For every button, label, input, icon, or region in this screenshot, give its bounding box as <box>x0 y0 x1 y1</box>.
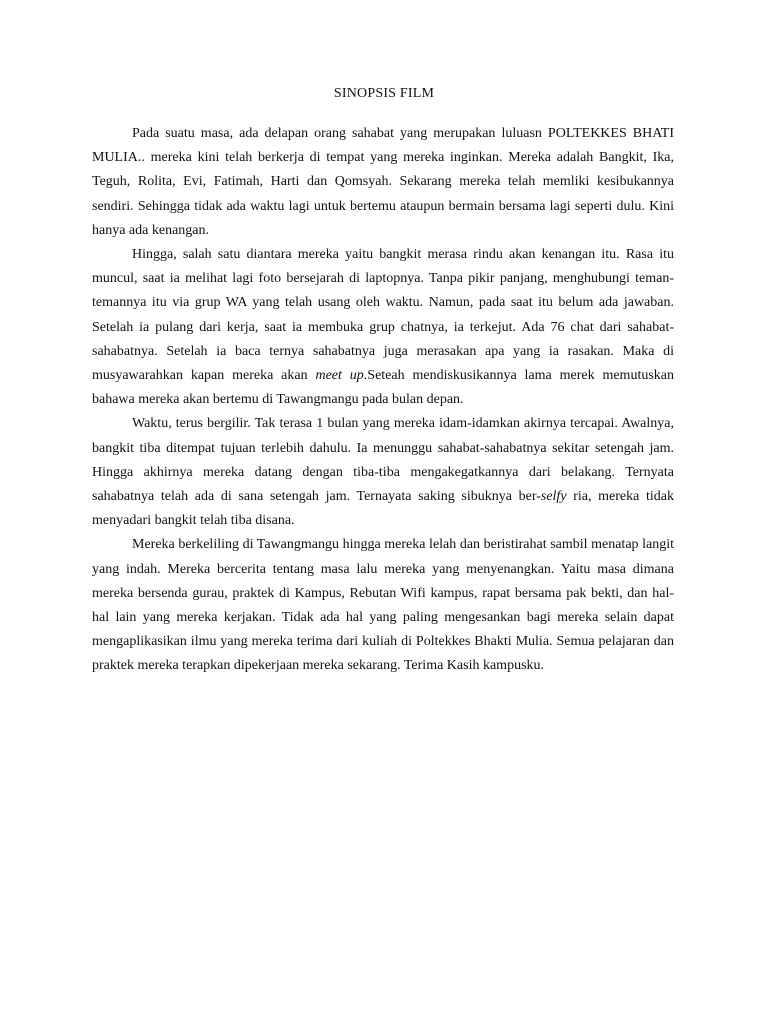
document-title: SINOPSIS FILM <box>333 86 435 101</box>
paragraph-3-italic-term: selfy <box>540 489 567 505</box>
paragraph-2-text-before: Hingga, salah satu diantara mereka yaitu bangkit merasa rindu akan kenangan itu. Rasa itu muncul, saat ia melihat lagi foto bersejarah di laptopnya. Tanpa pikir panjang, menghubungi teman-temannya itu via grup WA yang telah usang oleh waktu. Namun, pada saat itu belum ada jawaban. Setelah ia pulang dari kerja, saat ia membuka grup chatnya, ia terkejut. Ada 76 chat dari sahabat-sahabatnya. Setelah ia baca ternya sahabatnya juga merasakan apa yang ia rasakan. Maka di musyawarahkan kapan mereka akan <box>92 247 674 384</box>
paragraph-2 <box>92 243 674 412</box>
paragraph-1: Pada suatu masa, ada delapan orang sahabat yang merupakan luluasn POLTEKKES BHATI MULIA.. mereka kini telah berkerja di tempat yang mereka inginkan. Mereka adalah Bangkit, Ika, Teguh, Rolita, Evi, Fatimah, Harti dan Qomsyah. Sekarang mereka telah memliki kesibukannya sendiri. Sehingga tidak ada waktu lagi untuk bertemu ataupun bermain bersama lagi seperti dulu. Kini hanya ada kenangan. <box>92 126 674 238</box>
paragraph-2-text-after: .Seteah mendiskusikannya lama merek memutuskan bahawa mereka akan bertemu di Tawangmangu pada bulan depan. <box>92 368 674 408</box>
paragraph-3 <box>92 412 674 533</box>
document-body <box>92 122 674 679</box>
paragraph-4: Mereka berkeliling di Tawangmangu hingga mereka lelah dan beristirahat sambil menatap langit yang indah. Mereka bercerita tentang masa lalu mereka yang menyenangkan. Yaitu masa dimana mereka bersenda gurau, praktek di Kampus, Rebutan Wifi kampus, rapat bersama pak bekti, dan hal-hal lain yang mereka kerjakan. Tidak ada hal yang paling mengesankan bagi mereka selain dapat mengaplikasikan ilmu yang mereka terima dari kuliah di Poltekkes Bhakti Mulia. Semua pelajaran dan praktek mereka terapkan dipekerjaan mereka sekarang. Terima Kasih kampusku. <box>92 537 674 674</box>
paragraph-3-text-after: ria, mereka tidak menyadari bangkit telah tiba disana. <box>92 489 674 529</box>
paragraph-3-text-before: Waktu, terus bergilir. Tak terasa 1 bulan yang mereka idam-idamkan akirnya tercapai. Awalnya, bangkit tiba ditempat tujuan terlebih dahulu. Ia menunggu sahabat-sahabatnya sekitar setengah jam. Hingga akhirnya mereka datang dengan tiba-tiba mengakegatkannya dari belakang. Ternyata sahabatnya telah ada di sana setengah jam. Ternayata saking sibuknya ber- <box>92 416 674 505</box>
paragraph-2-italic-term: meet up <box>315 368 364 384</box>
